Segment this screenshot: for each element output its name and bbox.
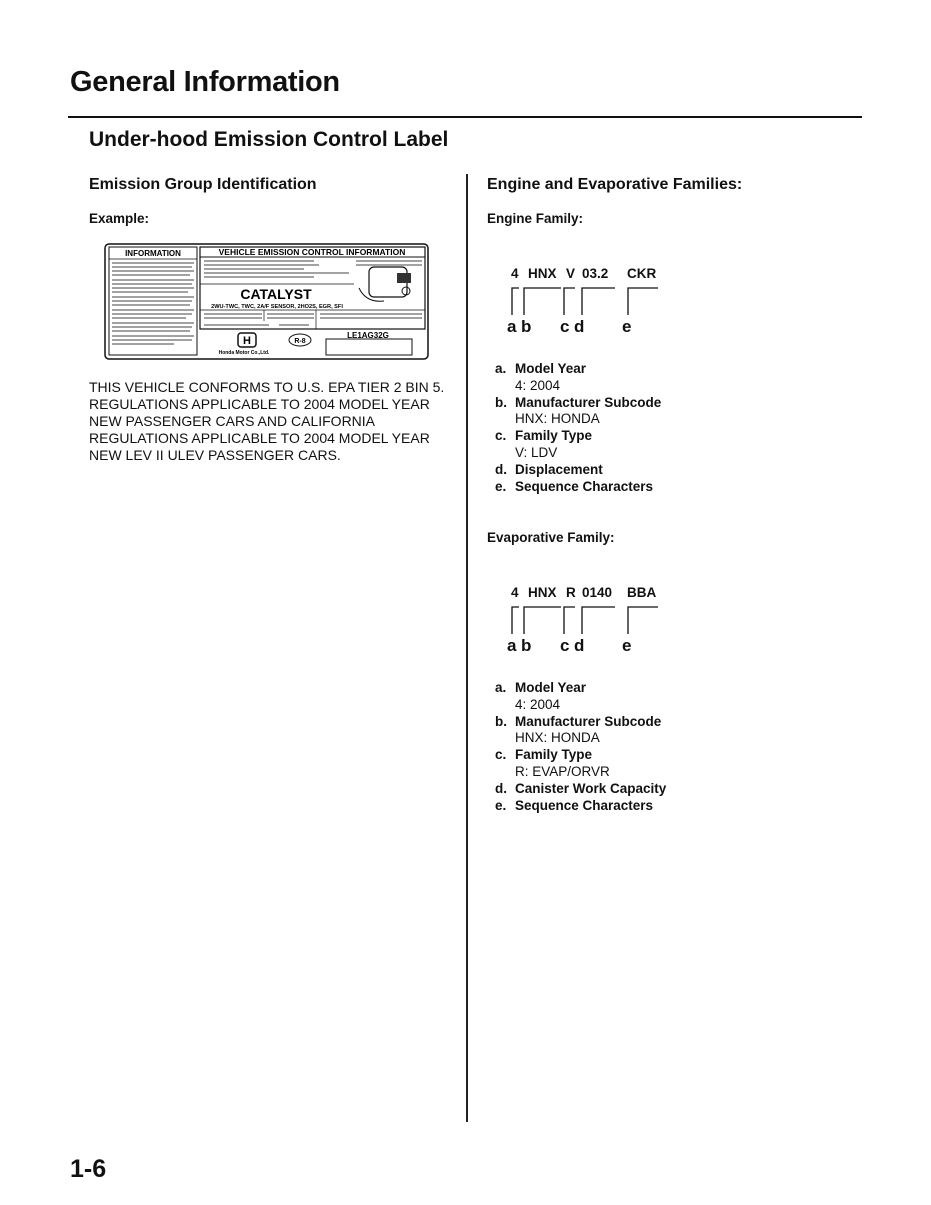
code-segment: 4 (511, 585, 519, 600)
evap-code-brackets (505, 605, 665, 640)
legend-value: HNX: HONDA (515, 411, 600, 427)
legend-item: b. Manufacturer Subcode (495, 394, 662, 410)
page-number: 1-6 (70, 1155, 107, 1183)
conformity-line: NEW LEV II ULEV PASSENGER CARS. (89, 447, 341, 463)
legend-item: e. Sequence Characters (495, 797, 654, 813)
code-segment: BBA (627, 585, 657, 600)
code-segment: 0140 (582, 585, 613, 600)
conformity-line: REGULATIONS APPLICABLE TO 2004 MODEL YEAR (89, 430, 430, 446)
code-segment: 03.2 (582, 266, 609, 281)
title-rule (68, 116, 862, 118)
conformity-statement (89, 379, 459, 464)
code-letter: a (507, 317, 517, 336)
column-divider (466, 174, 468, 1122)
legend-item: e. Sequence Characters (495, 478, 654, 494)
emission-group-heading: Emission Group Identification (89, 176, 317, 193)
legend-item: c. Family Type (495, 747, 593, 763)
legend-value: R: EVAP/ORVR (515, 763, 610, 779)
example-label: Example: (89, 211, 150, 226)
code-letter: e (622, 317, 632, 336)
legend-value: V: LDV (515, 444, 558, 460)
subsection-title: Under-hood Emission Control Label (89, 128, 449, 151)
engine-code-brackets (505, 286, 665, 321)
code-segment: HNX (528, 266, 557, 281)
code-letter: c (560, 317, 570, 336)
legend-value: HNX: HONDA (515, 730, 600, 746)
code-letter: d (574, 636, 585, 655)
section-title: General Information (70, 66, 340, 98)
label-badge: R-8 (294, 338, 306, 345)
code-letter: d (574, 317, 585, 336)
legend-item: a. Model Year (495, 361, 587, 376)
label-catalyst: CATALYST (240, 286, 312, 302)
evap-family-legend (495, 680, 855, 814)
engine-family-label: Engine Family: (487, 211, 584, 226)
label-info-title: INFORMATION (125, 249, 181, 258)
label-part-code: LE1AG32G (347, 331, 389, 340)
code-segment: HNX (528, 585, 557, 600)
legend-item: b. Manufacturer Subcode (495, 713, 662, 729)
code-letter: e (622, 636, 632, 655)
code-letter: b (521, 636, 532, 655)
conformity-line: NEW PASSENGER CARS AND CALIFORNIA (89, 413, 376, 429)
legend-item: d. Canister Work Capacity (495, 780, 667, 796)
code-segment: 4 (511, 266, 519, 281)
conformity-line: THIS VEHICLE CONFORMS TO U.S. EPA TIER 2 BIN 5. (89, 379, 445, 395)
label-catalyst-sub: 2WU-TWC, TWC, 2A/F SENSOR, 2HO2S, EGR, SFI (211, 304, 343, 310)
code-letter: b (521, 317, 532, 336)
svg-text:H: H (243, 335, 251, 347)
label-vehicle-title: VEHICLE EMISSION CONTROL INFORMATION (218, 247, 406, 257)
emission-label-image (104, 243, 429, 365)
code-letter: a (507, 636, 517, 655)
code-segment: V (566, 266, 576, 281)
engine-family-legend (495, 361, 855, 495)
conformity-line: REGULATIONS APPLICABLE TO 2004 MODEL YEAR (89, 396, 430, 412)
legend-item: d. Displacement (495, 461, 603, 477)
families-heading: Engine and Evaporative Families: (487, 176, 743, 193)
legend-item: a. Model Year (495, 680, 587, 695)
legend-value: 4: 2004 (515, 696, 561, 712)
label-maker: Honda Motor Co.,Ltd. (218, 350, 270, 356)
legend-value: 4: 2004 (515, 377, 561, 393)
legend-item: c. Family Type (495, 428, 593, 444)
code-letter: c (560, 636, 570, 655)
code-segment: R (566, 585, 576, 600)
evap-family-label: Evaporative Family: (487, 530, 615, 545)
code-segment: CKR (627, 266, 657, 281)
